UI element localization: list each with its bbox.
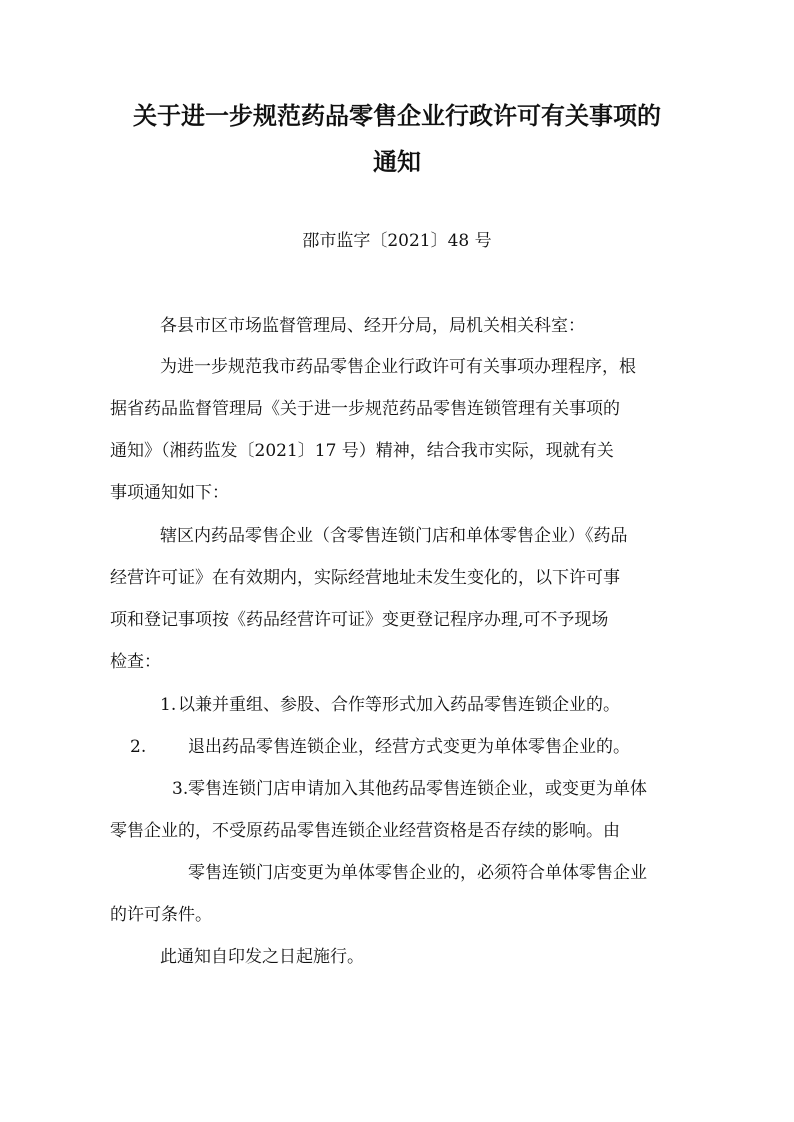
document-number: 邵市监字〔2021〕48 号 [302, 231, 492, 251]
salutation: 各县市区市场监督管理局、经开分局，局机关相关科室： [160, 316, 585, 336]
list-item-text: 零售连锁门店申请加入其他药品零售连锁企业，或变更为单体 [188, 779, 647, 799]
list-item-number: 2. [130, 737, 147, 757]
list-item-text: 零售连锁门店变更为单体零售企业的，必须符合单体零售企业 [188, 863, 647, 883]
list-item-text: 以兼并重组、参股、合作等形式加入药品零售连锁企业的。 [178, 695, 620, 715]
closing-statement: 此通知自印发之日起施行。 [160, 947, 364, 967]
list-item-number: 3. [172, 779, 189, 799]
document-title-line-1: 关于进一步规范药品零售企业行政许可有关事项的 [133, 101, 661, 130]
list-item-text: 退出药品零售连锁企业，经营方式变更为单体零售企业的。 [188, 737, 630, 757]
document-title-line-2: 通知 [373, 147, 421, 176]
scope-line: 辖区内药品零售企业（含零售连锁门店和单体零售企业）《药品 [160, 526, 628, 546]
intro-line: 为进一步规范我市药品零售企业行政许可有关事项办理程序，根 [160, 357, 636, 377]
intro-line: 通知》（湘药监发〔2021〕17 号）精神，结合我市实际，现就有关 [110, 441, 614, 461]
list-item-text: 的许可条件。 [110, 905, 212, 925]
scope-line: 检查： [110, 652, 161, 672]
intro-line: 据省药品监督管理局《关于进一步规范药品零售连锁管理有关事项的 [110, 399, 620, 419]
list-item-text: 零售企业的，不受原药品零售连锁企业经营资格是否存续的影响。由 [110, 821, 620, 841]
scope-line: 经营许可证》在有效期内，实际经营地址未发生变化的，以下许可事 [110, 568, 620, 588]
scope-line: 项和登记事项按《药品经营许可证》变更登记程序办理,可不予现场 [110, 610, 609, 630]
list-item-number: 1. [160, 695, 177, 715]
intro-line: 事项通知如下： [110, 483, 229, 503]
